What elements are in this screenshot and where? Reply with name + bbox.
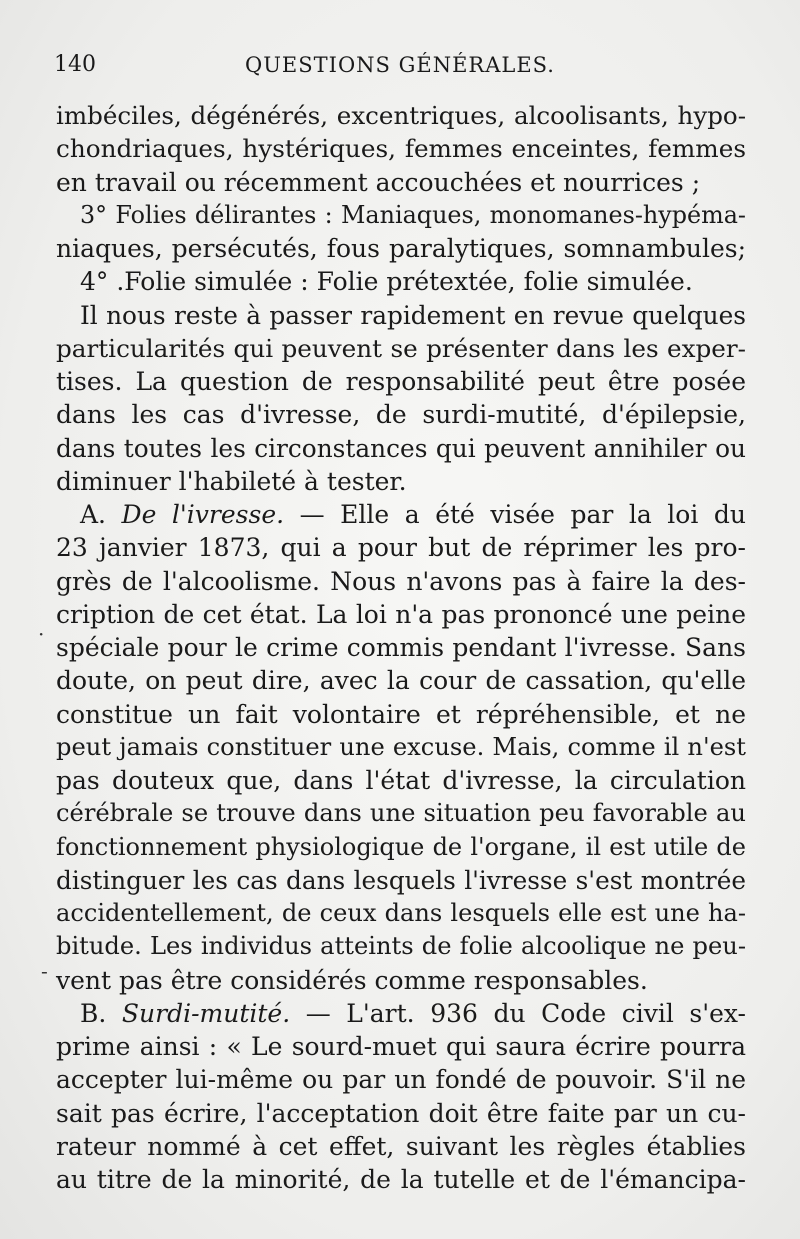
page-number: 140 — [54, 52, 96, 77]
text-line: 4° .Folie simulée : Folie prétextée, folie simulée. — [80, 267, 693, 297]
text-line: prime ainsi : « Le sourd-muet qui saura écrire pourra — [56, 1032, 746, 1061]
text-line: grès de l'alcoolisme. Nous n'avons pas à faire la des- — [56, 566, 746, 596]
text-line: peut jamais constituer une excuse. Mais, comme il n'est — [56, 732, 746, 761]
section-text: — L'art. 936 du Code civil s'ex- — [290, 998, 746, 1028]
text-line: cription de cet état. La loi n'a pas prononcé une peine — [56, 599, 746, 629]
text-line: particularités qui peuvent se présenter dans les exper- — [56, 333, 746, 363]
body-text — [56, 99, 746, 1196]
text-line: cérébrale se trouve dans une situation peu favorable au — [56, 799, 746, 828]
section-title: De l'ivresse. — [121, 500, 285, 529]
section-text: — Elle a été visée par la loi du — [284, 500, 747, 529]
text-line: 23 janvier 1873, qui a pour but de réprimer les pro- — [56, 533, 746, 563]
text-line: distinguer les cas dans lesquels l'ivresse s'est montrée — [56, 865, 746, 895]
text-line: pas douteux que, dans l'état d'ivresse, la circulation — [56, 766, 746, 795]
text-line: bitude. Les individus atteints de folie alcoolique ne peu- — [56, 932, 746, 961]
text-line: au titre de la minorité, de la tutelle et de l'émancipa- — [56, 1165, 746, 1194]
text-line: dans les cas d'ivresse, de surdi-mutité, d'épilepsie, — [56, 400, 746, 430]
text-line: constitue un fait volontaire et répréhensible, et ne — [56, 699, 746, 729]
text-line: en travail ou récemment accouchées et nourrices ; — [56, 167, 701, 197]
text-line: imbéciles, dégénérés, excentriques, alcoolisants, hypo- — [56, 101, 746, 130]
text-line: sait pas écrire, l'acceptation doit être faite par un cu- — [56, 1098, 746, 1128]
section-heading-line — [56, 997, 746, 1030]
running-title: QUESTIONS GÉNÉRALES. — [245, 53, 555, 77]
text-line: diminuer l'habileté à tester. — [56, 466, 407, 496]
text-line: vent pas être considérés comme responsables. — [56, 965, 648, 995]
text-line: chondriaques, hystériques, femmes enceintes, femmes — [56, 134, 746, 164]
margin-mark: · — [38, 622, 45, 646]
text-line: accidentellement, de ceux dans lesquels elle est une ha- — [56, 899, 746, 927]
page-header — [54, 48, 746, 82]
text-line: niaques, persécutés, fous paralytiques, somnambules; — [56, 234, 746, 263]
text-line: 3° Folies délirantes : Maniaques, monomanes-hypéma- — [80, 200, 746, 229]
text-line: spéciale pour le crime commis pendant l'ivresse. Sans — [56, 633, 746, 662]
section-heading-line — [56, 498, 746, 531]
text-line: dans toutes les circonstances qui peuvent annihiler ou — [56, 433, 746, 463]
text-line: accepter lui-même ou par un fondé de pouvoir. S'il ne — [56, 1065, 746, 1095]
text-line: fonctionnement physiologique de l'organe, il est utile de — [56, 832, 746, 861]
text-line: Il nous reste à passer rapidement en revue quelques — [80, 300, 746, 330]
section-title: Surdi-mutité. — [121, 998, 291, 1028]
section-label: A. — [80, 500, 122, 529]
margin-mark: - — [41, 959, 48, 983]
text-line: rateur nommé à cet effet, suivant les règles établies — [56, 1131, 746, 1161]
text-line: tises. La question de responsabilité peut être posée — [56, 367, 746, 396]
text-line: doute, on peut dire, avec la cour de cassation, qu'elle — [56, 666, 746, 696]
section-label: B. — [80, 998, 122, 1028]
